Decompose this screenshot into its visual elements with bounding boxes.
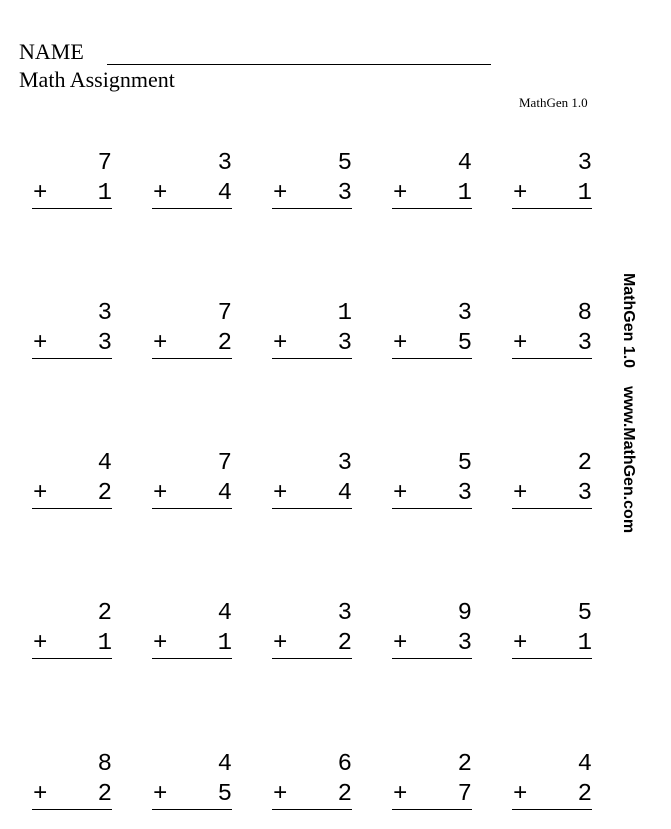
problem-r3-c3 [272, 450, 352, 510]
addend-top: 8 [577, 300, 592, 327]
problem-r1-c1 [32, 150, 112, 210]
name-label: NAME [19, 39, 84, 64]
addend-bottom: 2 [337, 781, 352, 808]
problem-r3-c5 [512, 450, 592, 510]
addend-top: 1 [337, 300, 352, 327]
version-label: MathGen 1.0 [519, 95, 588, 110]
answer-line [152, 658, 232, 659]
side-watermark [619, 273, 637, 533]
answer-line [152, 358, 232, 359]
answer-line [152, 508, 232, 509]
plus-sign: + [393, 180, 408, 207]
plus-sign: + [273, 330, 288, 357]
addend-bottom: 3 [337, 180, 352, 207]
assignment-title: Math Assignment [19, 67, 175, 92]
addend-bottom: 3 [337, 330, 352, 357]
addend-bottom: 2 [217, 330, 232, 357]
plus-sign: + [273, 180, 288, 207]
answer-line [32, 658, 112, 659]
plus-sign: + [33, 330, 48, 357]
addend-top: 4 [217, 751, 232, 778]
addend-top: 8 [97, 751, 112, 778]
addend-bottom: 1 [217, 630, 232, 657]
addend-bottom: 5 [457, 330, 472, 357]
addend-bottom: 4 [217, 480, 232, 507]
addend-top: 3 [457, 300, 472, 327]
addend-top: 3 [97, 300, 112, 327]
addend-top: 2 [457, 751, 472, 778]
addend-top: 5 [577, 600, 592, 627]
addend-bottom: 1 [457, 180, 472, 207]
plus-sign: + [33, 180, 48, 207]
addend-top: 5 [457, 450, 472, 477]
name-line [107, 64, 491, 65]
plus-sign: + [33, 480, 48, 507]
addend-bottom: 4 [217, 180, 232, 207]
problem-r2-c1 [32, 300, 112, 360]
problem-r3-c2 [152, 450, 232, 510]
plus-sign: + [153, 480, 168, 507]
answer-line [512, 809, 592, 810]
plus-sign: + [393, 781, 408, 808]
answer-line [392, 358, 472, 359]
answer-line [512, 658, 592, 659]
addend-bottom: 1 [577, 180, 592, 207]
problem-r5-c3 [272, 751, 352, 811]
plus-sign: + [153, 180, 168, 207]
answer-line [272, 658, 352, 659]
answer-line [512, 508, 592, 509]
addend-bottom: 4 [337, 480, 352, 507]
answer-line [272, 508, 352, 509]
problem-r3-c1 [32, 450, 112, 510]
answer-line [512, 208, 592, 209]
addend-top: 7 [217, 300, 232, 327]
answer-line [272, 809, 352, 810]
addend-bottom: 2 [577, 781, 592, 808]
problem-r3-c4 [392, 450, 472, 510]
addend-top: 2 [577, 450, 592, 477]
addend-top: 7 [97, 150, 112, 177]
answer-line [512, 358, 592, 359]
addend-top: 4 [217, 600, 232, 627]
problem-r2-c2 [152, 300, 232, 360]
plus-sign: + [153, 330, 168, 357]
addend-bottom: 2 [97, 480, 112, 507]
problem-r5-c1 [32, 751, 112, 811]
problem-r4-c5 [512, 600, 592, 660]
addend-bottom: 1 [97, 630, 112, 657]
plus-sign: + [153, 781, 168, 808]
addend-top: 2 [97, 600, 112, 627]
plus-sign: + [513, 180, 528, 207]
problem-r4-c1 [32, 600, 112, 660]
side-url-text: www.MathGen.com [620, 386, 637, 534]
addend-top: 3 [337, 600, 352, 627]
problem-r5-c2 [152, 751, 232, 811]
answer-line [392, 658, 472, 659]
answer-line [32, 809, 112, 810]
answer-line [392, 208, 472, 209]
problem-r1-c3 [272, 150, 352, 210]
addend-top: 3 [217, 150, 232, 177]
addend-top: 4 [457, 150, 472, 177]
answer-line [272, 358, 352, 359]
addend-top: 6 [337, 751, 352, 778]
addend-bottom: 3 [577, 330, 592, 357]
addend-bottom: 2 [337, 630, 352, 657]
answer-line [392, 508, 472, 509]
addend-bottom: 2 [97, 781, 112, 808]
addend-bottom: 7 [457, 781, 472, 808]
answer-line [272, 208, 352, 209]
addend-bottom: 1 [97, 180, 112, 207]
plus-sign: + [513, 781, 528, 808]
addend-top: 5 [337, 150, 352, 177]
answer-line [32, 358, 112, 359]
problem-r5-c5 [512, 751, 592, 811]
addend-bottom: 5 [217, 781, 232, 808]
side-version-text: MathGen 1.0 [620, 272, 637, 369]
answer-line [152, 208, 232, 209]
problem-r1-c2 [152, 150, 232, 210]
addend-top: 7 [217, 450, 232, 477]
plus-sign: + [393, 630, 408, 657]
plus-sign: + [513, 480, 528, 507]
plus-sign: + [513, 330, 528, 357]
addend-bottom: 1 [577, 630, 592, 657]
problem-r2-c3 [272, 300, 352, 360]
plus-sign: + [33, 630, 48, 657]
plus-sign: + [33, 781, 48, 808]
addend-bottom: 3 [457, 630, 472, 657]
problem-r1-c4 [392, 150, 472, 210]
problem-r4-c2 [152, 600, 232, 660]
plus-sign: + [153, 630, 168, 657]
addend-bottom: 3 [577, 480, 592, 507]
problem-r1-c5 [512, 150, 592, 210]
answer-line [32, 508, 112, 509]
addend-top: 3 [337, 450, 352, 477]
answer-line [32, 208, 112, 209]
plus-sign: + [273, 781, 288, 808]
plus-sign: + [273, 480, 288, 507]
plus-sign: + [513, 630, 528, 657]
addend-bottom: 3 [97, 330, 112, 357]
plus-sign: + [393, 480, 408, 507]
problem-r4-c3 [272, 600, 352, 660]
problem-r4-c4 [392, 600, 472, 660]
addend-top: 3 [577, 150, 592, 177]
addend-top: 4 [97, 450, 112, 477]
answer-line [152, 809, 232, 810]
addend-top: 4 [577, 751, 592, 778]
problem-r5-c4 [392, 751, 472, 811]
problem-r2-c5 [512, 300, 592, 360]
addend-bottom: 3 [457, 480, 472, 507]
answer-line [392, 809, 472, 810]
plus-sign: + [273, 630, 288, 657]
addend-top: 9 [457, 600, 472, 627]
problem-r2-c4 [392, 300, 472, 360]
plus-sign: + [393, 330, 408, 357]
